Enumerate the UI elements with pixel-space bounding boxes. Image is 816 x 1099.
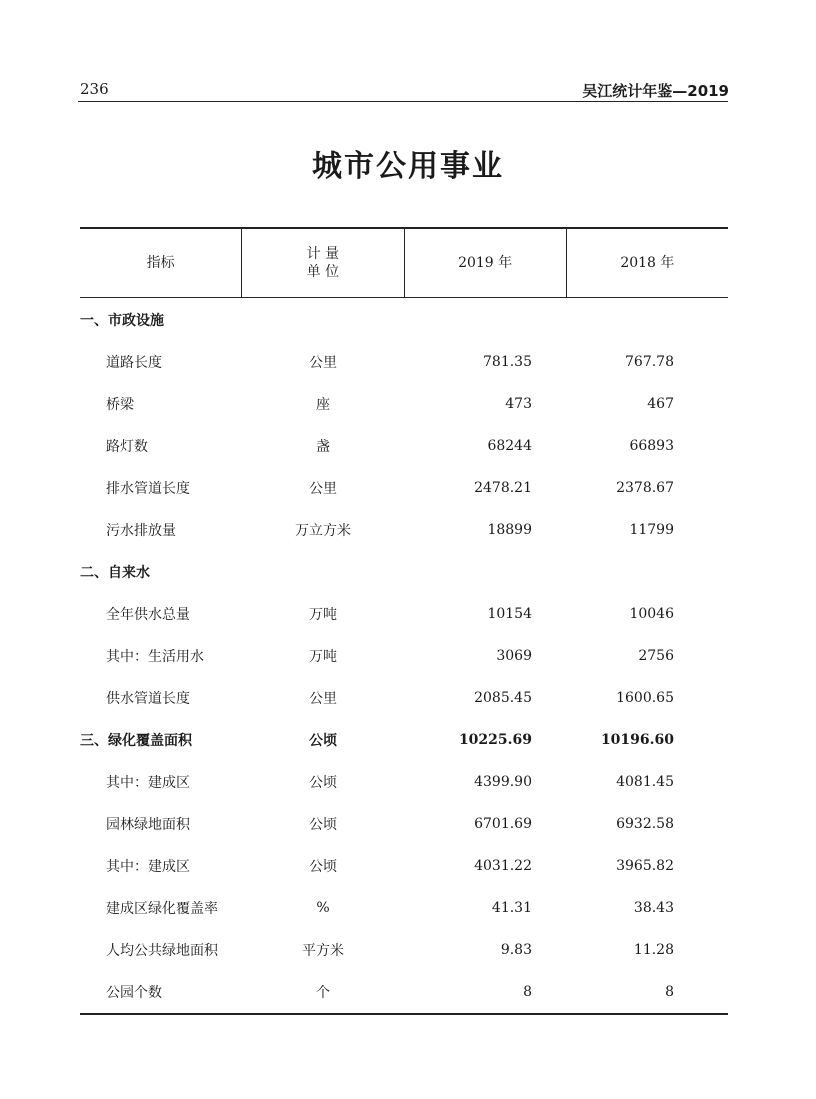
row-unit: 万吨 — [309, 649, 337, 665]
row-value-2019: 9.83 — [500, 942, 532, 958]
row-value-2018: 2378.67 — [616, 480, 674, 496]
row-unit: 盏 — [316, 439, 330, 455]
column-header-indicator: 指标 — [146, 255, 175, 271]
row-value-2018: 8 — [665, 984, 674, 1000]
row-value-2019: 10225.69 — [458, 732, 532, 748]
row-unit: 个 — [316, 985, 330, 1001]
table-row — [80, 551, 728, 593]
table-header — [80, 227, 728, 298]
row-unit: 公顷 — [309, 859, 337, 875]
table-row — [80, 845, 728, 887]
row-name: 人均公共绿地面积 — [106, 943, 218, 959]
table-row — [80, 887, 728, 929]
row-value-2018: 467 — [647, 396, 674, 412]
row-value-2019: 2085.45 — [474, 690, 532, 706]
table-row — [80, 677, 728, 719]
row-name: 公园个数 — [106, 985, 162, 1001]
table-row — [80, 803, 728, 845]
row-name: 全年供水总量 — [106, 607, 190, 623]
row-name: 三、绿化覆盖面积 — [80, 733, 192, 749]
table-row — [80, 761, 728, 803]
row-value-2018: 767.78 — [625, 354, 674, 370]
column-header-unit — [241, 229, 403, 297]
statistics-table — [80, 227, 728, 1015]
row-value-2018: 38.43 — [633, 900, 674, 916]
row-unit: 平方米 — [302, 943, 344, 959]
row-unit: 公顷 — [309, 817, 337, 833]
row-name: 供水管道长度 — [106, 691, 190, 707]
table-row — [80, 299, 728, 341]
row-name: 其中：生活用水 — [106, 649, 204, 665]
column-header-2018: 2018 年 — [566, 229, 728, 297]
row-name: 其中：建成区 — [106, 775, 190, 791]
row-name: 路灯数 — [106, 439, 148, 455]
row-value-2018: 11799 — [629, 522, 674, 538]
row-name: 二、自来水 — [80, 565, 150, 581]
row-value-2019: 4031.22 — [474, 858, 532, 874]
row-value-2019: 473 — [505, 396, 532, 412]
row-value-2019: 41.31 — [491, 900, 532, 916]
row-name: 道路长度 — [106, 355, 162, 371]
row-value-2019: 10154 — [487, 606, 532, 622]
row-unit: 公里 — [309, 355, 337, 371]
row-value-2019: 3069 — [496, 648, 532, 664]
row-value-2018: 10046 — [629, 606, 674, 622]
row-unit: 万吨 — [309, 607, 337, 623]
table-row — [80, 593, 728, 635]
unit-header-line1: 计 量 — [306, 246, 340, 262]
column-header-2019: 2019 年 — [404, 229, 566, 297]
row-name: 桥梁 — [106, 397, 134, 413]
row-unit: 公顷 — [309, 775, 337, 791]
row-value-2018: 4081.45 — [616, 774, 674, 790]
table-row — [80, 635, 728, 677]
header-rule — [78, 101, 728, 102]
row-unit: % — [316, 900, 330, 916]
row-value-2018: 1600.65 — [616, 690, 674, 706]
table-row — [80, 719, 728, 761]
row-value-2018: 66893 — [629, 438, 674, 454]
row-value-2018: 3965.82 — [616, 858, 674, 874]
row-value-2019: 781.35 — [483, 354, 532, 370]
row-value-2019: 2478.21 — [474, 480, 532, 496]
page-number: 236 — [80, 80, 109, 98]
row-value-2019: 8 — [523, 984, 532, 1000]
table-body — [80, 298, 728, 1015]
row-value-2019: 68244 — [487, 438, 532, 454]
table-row — [80, 425, 728, 467]
row-unit: 公顷 — [309, 733, 337, 749]
unit-header-line2: 单 位 — [306, 264, 340, 280]
row-value-2018: 6932.58 — [616, 816, 674, 832]
row-name: 排水管道长度 — [106, 481, 190, 497]
table-row — [80, 467, 728, 509]
row-unit: 座 — [316, 397, 330, 413]
table-row — [80, 971, 728, 1013]
row-name: 建成区绿化覆盖率 — [106, 901, 218, 917]
row-name: 污水排放量 — [106, 523, 176, 539]
row-value-2018: 2756 — [638, 648, 674, 664]
row-name: 一、市政设施 — [80, 313, 164, 329]
table-row — [80, 509, 728, 551]
table-row — [80, 929, 728, 971]
row-unit: 万立方米 — [295, 523, 351, 539]
row-unit: 公里 — [309, 691, 337, 707]
table-row — [80, 383, 728, 425]
row-name: 园林绿地面积 — [106, 817, 190, 833]
row-name: 其中：建成区 — [106, 859, 190, 875]
row-value-2018: 11.28 — [633, 942, 674, 958]
row-value-2018: 10196.60 — [600, 732, 674, 748]
row-unit: 公里 — [309, 481, 337, 497]
row-value-2019: 6701.69 — [474, 816, 532, 832]
table-row — [80, 341, 728, 383]
row-value-2019: 4399.90 — [474, 774, 532, 790]
row-value-2019: 18899 — [487, 522, 532, 538]
book-title: 吴江统计年鉴—2019 — [582, 82, 729, 100]
page-title: 城市公用事业 — [312, 149, 504, 184]
